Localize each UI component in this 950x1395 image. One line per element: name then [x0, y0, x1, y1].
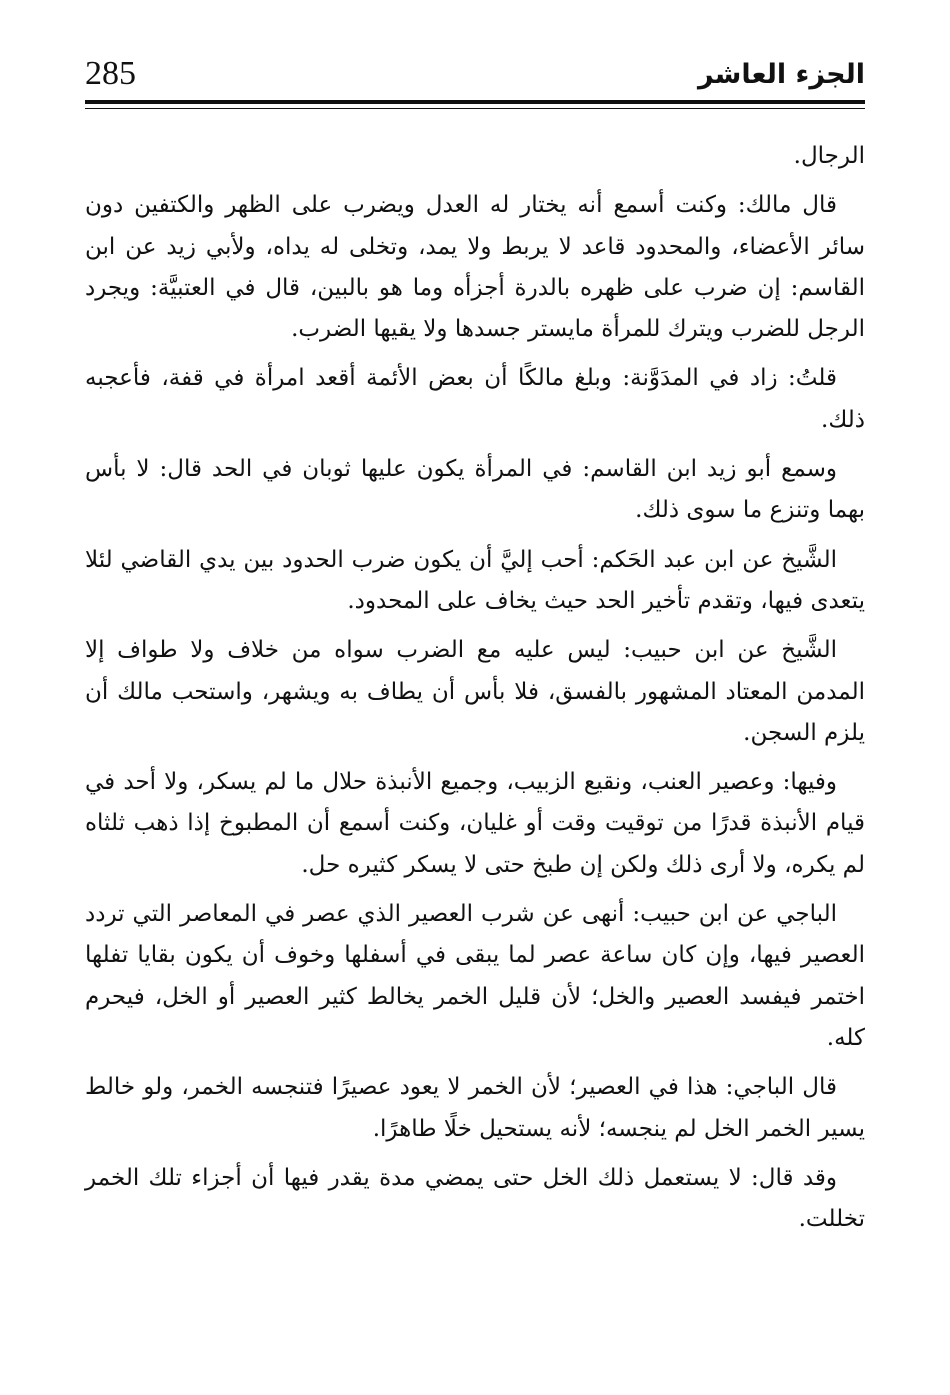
- book-page: [85, 50, 865, 1380]
- page-number: 285: [85, 55, 136, 92]
- paragraph: قال مالك: وكنت أسمع أنه يختار له العدل ويضرب على الظهر والكتفين دون سائر الأعضاء، والمحدود قاعد لا يربط ولا يمد، وتخلى له يداه، ولأبي زيد عن ابن القاسم: إن ضرب على ظهره بالدرة أجزأه وما هو بالبين، قال في العتبيَّة: ويجرد الرجل للضرب ويترك للمرأة مايستر جسدها ولا يقيها الضرب.: [85, 192, 865, 343]
- header-rule-thin: [85, 108, 865, 109]
- paragraph: وفيها: وعصير العنب، ونقيع الزبيب، وجميع الأنبذة حلال ما لم يسكر، ولا أحد في قيام الأنبذة قدرًا من توقيت وقت أو غليان، وكنت أسمع أن المطبوخ إذا ذهب ثلثاه لم يكره، ولا أرى ذلك ولكن إن طبخ حتى لا يسكر كثيره حل.: [85, 769, 865, 878]
- body-text: [85, 136, 865, 1248]
- header-rule-thick: [85, 100, 865, 104]
- running-title: الجزء العاشر: [698, 59, 865, 90]
- paragraph: الشَّيخ عن ابن عبد الحَكم: أحب إليَّ أن يكون ضرب الحدود بين يدي القاضي لئلا يتعدى فيها، وتقدم تأخير الحد حيث يخاف على المحدود.: [85, 546, 865, 614]
- paragraph: قال الباجي: هذا في العصير؛ لأن الخمر لا يعود عصيرًا فتنجسه الخمر، ولو خالط يسير الخمر الخل لم ينجسه؛ لأنه يستحيل خلًا طاهرًا.: [85, 1074, 865, 1142]
- paragraph: الرجال.: [793, 143, 865, 169]
- paragraph: قلتُ: زاد في المدَوَّنة: وبلغ مالكًا أن بعض الأئمة أقعد امرأة في قفة، فأعجبه ذلك.: [85, 365, 865, 433]
- paragraph: وقد قال: لا يستعمل ذلك الخل حتى يمضي مدة يقدر فيها أن أجزاء تلك الخمر تخللت.: [85, 1164, 865, 1233]
- paragraph: وسمع أبو زيد ابن القاسم: في المرأة يكون عليها ثوبان في الحد قال: لا بأس بهما وتنزع ما سوى ذلك.: [85, 456, 865, 524]
- page-header: [85, 50, 865, 98]
- paragraph: الشَّيخ عن ابن حبيب: ليس عليه مع الضرب سواه من خلاف ولا طواف إلا المدمن المعتاد المشهور بالفسق، فلا بأس أن يطاف به ويشهر، واستحب مالك أن يلزم السجن.: [85, 637, 865, 746]
- paragraph: الباجي عن ابن حبيب: أنهى عن شرب العصير الذي عصر في المعاصر التي تردد العصير فيها، وإن كان ساعة عصر لما يبقى في أسفلها وخوف أن يكون بقايا تفلها اختمر فيفسد العصير والخل؛ لأن قليل الخمر يخالط كثير العصير أو الخل، فيحرم كله.: [85, 901, 865, 1051]
